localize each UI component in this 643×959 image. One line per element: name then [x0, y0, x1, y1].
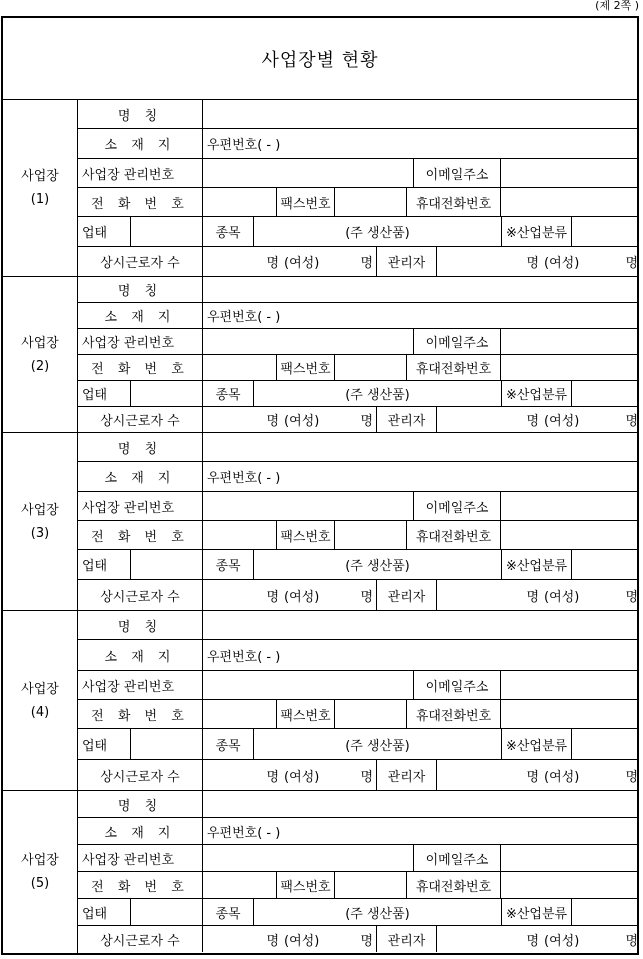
business-item-label: 종목 — [202, 729, 253, 759]
phone-label: 전 화 번 호 — [91, 708, 189, 724]
workers-count-field[interactable]: 명 — [202, 407, 282, 432]
phone-value[interactable] — [202, 188, 276, 216]
mgmt-no-value[interactable] — [202, 329, 413, 354]
form-row — [78, 129, 637, 159]
workplace-section-2 — [3, 277, 637, 433]
phone-label: 전 화 번 호 — [91, 196, 189, 212]
business-type-label: 업태 — [82, 226, 108, 241]
form-row — [78, 247, 637, 276]
name-label: 명 칭 — [117, 619, 163, 635]
form-row — [78, 926, 637, 952]
name-value[interactable] — [202, 611, 641, 639]
business-type-value[interactable] — [130, 217, 202, 246]
address-label: 소 재 지 — [104, 138, 176, 153]
name-label: 명 칭 — [117, 108, 163, 124]
female-label: (여성) — [284, 256, 320, 271]
business-type-value[interactable] — [130, 899, 202, 925]
business-item-label: 종목 — [202, 217, 253, 246]
workers-count-field[interactable]: 명 — [202, 247, 282, 276]
phone-label: 전 화 번 호 — [91, 362, 189, 377]
address-label: 소 재 지 — [104, 471, 176, 486]
female-label: (여성) — [544, 256, 580, 271]
manager-label: 관리자 — [376, 760, 436, 790]
mgmt-no-label: 사업장 관리번호 — [82, 336, 175, 351]
fax-label: 팩스번호 — [276, 188, 334, 216]
phone-value[interactable] — [202, 355, 276, 380]
mgmt-no-value[interactable] — [202, 159, 413, 187]
email-label: 이메일주소 — [413, 671, 500, 699]
form-row — [78, 329, 637, 355]
workers-label: 상시근로자 수 — [100, 769, 180, 785]
industry-class-value[interactable] — [571, 729, 641, 759]
form-row — [78, 791, 637, 818]
persons-unit: 명 — [625, 933, 638, 949]
female-label: (여성) — [284, 933, 320, 949]
mobile-label: 휴대전화번호 — [406, 872, 500, 898]
email-label: 이메일주소 — [413, 845, 500, 871]
fax-label: 팩스번호 — [276, 700, 334, 728]
business-type-value[interactable] — [130, 550, 202, 579]
form-row — [78, 580, 637, 610]
workplace-label — [3, 791, 78, 953]
form-row — [78, 611, 637, 640]
fax-value[interactable] — [334, 355, 406, 380]
email-value[interactable] — [500, 671, 641, 699]
mgmt-no-value[interactable] — [202, 845, 413, 871]
name-label: 명 칭 — [117, 798, 163, 814]
manager-female-prefix — [542, 580, 641, 610]
main-product-field[interactable]: (주 생산품) — [253, 899, 501, 925]
persons-unit: 명 — [625, 256, 638, 271]
mobile-value[interactable] — [500, 872, 641, 898]
industry-class-label: ※산업분류 — [501, 381, 571, 406]
manager-female-prefix — [542, 760, 641, 790]
workplace-section-1 — [3, 100, 637, 277]
business-type-label: 업태 — [82, 906, 108, 922]
form-row — [78, 303, 637, 329]
persons-unit: 명 — [625, 769, 638, 785]
form-frame — [1, 16, 639, 955]
persons-unit: 명 — [625, 414, 638, 429]
form-row — [78, 845, 637, 872]
female-count-prefix — [282, 580, 376, 610]
fax-label: 팩스번호 — [276, 355, 334, 380]
workplace-label — [3, 433, 78, 610]
form-row — [78, 700, 637, 729]
mobile-value[interactable] — [500, 355, 641, 380]
fax-value[interactable] — [334, 872, 406, 898]
email-value[interactable] — [500, 845, 641, 871]
business-type-label: 업태 — [82, 559, 108, 574]
female-label: (여성) — [284, 589, 320, 605]
manager-label: 관리자 — [376, 926, 436, 952]
workplace-label — [3, 611, 78, 790]
workers-label: 상시근로자 수 — [100, 589, 180, 605]
manager-female-prefix — [542, 926, 641, 952]
workplace-label-number: (1) — [30, 192, 50, 207]
persons-unit: 명 — [360, 769, 373, 785]
manager-count-field[interactable]: 명 — [436, 760, 542, 790]
female-count-prefix — [282, 760, 376, 790]
form-row — [78, 188, 637, 217]
form-row — [78, 100, 637, 129]
workplace-section-4 — [3, 611, 637, 791]
form-row — [78, 550, 637, 580]
industry-class-label: ※산업분류 — [501, 729, 571, 759]
name-value[interactable] — [202, 100, 641, 128]
workplace-label-number: (5) — [30, 876, 50, 891]
name-label: 명 칭 — [117, 441, 163, 457]
female-label: (여성) — [284, 414, 320, 429]
fax-label: 팩스번호 — [276, 872, 334, 898]
workplace-label-name: 사업장 — [21, 335, 59, 351]
postcode-field[interactable]: 우편번호( - ) — [202, 462, 641, 491]
workplace-label-name: 사업장 — [21, 853, 59, 868]
manager-count-field[interactable]: 명 — [436, 580, 542, 610]
mgmt-no-label: 사업장 관리번호 — [82, 500, 175, 516]
industry-class-label: ※산업분류 — [501, 217, 571, 246]
form-row — [78, 640, 637, 671]
postcode-field[interactable]: 우편번호( - ) — [202, 303, 641, 328]
business-type-label: 업태 — [82, 388, 108, 403]
fax-value[interactable] — [334, 188, 406, 216]
page-title: 사업장별 현황 — [3, 18, 637, 100]
business-item-label: 종목 — [202, 899, 253, 925]
industry-class-value[interactable] — [571, 550, 641, 579]
postcode-field[interactable]: 우편번호( - ) — [202, 640, 641, 670]
manager-female-prefix — [542, 247, 641, 276]
workplace-label-number: (4) — [30, 704, 50, 720]
email-value[interactable] — [500, 492, 641, 520]
mobile-value[interactable] — [500, 188, 641, 216]
manager-female-prefix — [542, 407, 641, 432]
female-label: (여성) — [544, 933, 580, 949]
workplace-label-name: 사업장 — [21, 169, 59, 184]
form-row — [78, 277, 637, 303]
phone-value[interactable] — [202, 700, 276, 728]
mgmt-no-label: 사업장 관리번호 — [82, 167, 175, 183]
industry-class-value[interactable] — [571, 217, 641, 246]
address-label: 소 재 지 — [104, 649, 176, 665]
form-row — [78, 899, 637, 926]
persons-unit: 명 — [360, 414, 373, 429]
email-value[interactable] — [500, 159, 641, 187]
postcode-field[interactable]: 우편번호( - ) — [202, 129, 641, 158]
email-label: 이메일주소 — [413, 159, 500, 187]
form-row — [78, 872, 637, 899]
workers-label: 상시근로자 수 — [100, 256, 180, 271]
form-row — [78, 433, 637, 462]
form-row — [78, 381, 637, 407]
manager-count-field[interactable]: 명 — [436, 926, 542, 952]
workplace-label-number: (2) — [30, 358, 50, 374]
manager-label: 관리자 — [376, 580, 436, 610]
industry-class-label: ※산업분류 — [501, 899, 571, 925]
phone-label: 전 화 번 호 — [91, 529, 189, 545]
email-label: 이메일주소 — [413, 492, 500, 520]
persons-unit: 명 — [360, 256, 373, 271]
mgmt-no-value[interactable] — [202, 671, 413, 699]
mobile-value[interactable] — [500, 521, 641, 549]
mgmt-no-label: 사업장 관리번호 — [82, 852, 175, 868]
fax-value[interactable] — [334, 700, 406, 728]
manager-label: 관리자 — [376, 247, 436, 276]
address-label: 소 재 지 — [104, 825, 176, 841]
name-value[interactable] — [202, 791, 641, 817]
name-value[interactable] — [202, 277, 641, 302]
female-count-prefix — [282, 247, 376, 276]
mobile-label: 휴대전화번호 — [406, 188, 500, 216]
workers-label: 상시근로자 수 — [100, 933, 180, 949]
fax-label: 팩스번호 — [276, 521, 334, 549]
workplace-label-name: 사업장 — [21, 681, 59, 697]
workplace-label — [3, 277, 78, 432]
female-label: (여성) — [284, 769, 320, 785]
form-row — [78, 217, 637, 247]
address-label: 소 재 지 — [104, 310, 176, 325]
workplace-label-number: (3) — [30, 525, 50, 541]
female-label: (여성) — [544, 589, 580, 605]
name-label: 명 칭 — [117, 284, 163, 299]
main-product-field[interactable]: (주 생산품) — [253, 729, 501, 759]
female-count-prefix — [282, 926, 376, 952]
mobile-value[interactable] — [500, 700, 641, 728]
mgmt-no-value[interactable] — [202, 492, 413, 520]
form-row — [78, 729, 637, 760]
business-type-value[interactable] — [130, 381, 202, 406]
form-row — [78, 671, 637, 700]
email-value[interactable] — [500, 329, 641, 354]
persons-unit: 명 — [360, 589, 373, 605]
mobile-label: 휴대전화번호 — [406, 700, 500, 728]
phone-value[interactable] — [202, 521, 276, 549]
fax-value[interactable] — [334, 521, 406, 549]
business-item-label: 종목 — [202, 381, 253, 406]
business-type-value[interactable] — [130, 729, 202, 759]
industry-class-value[interactable] — [571, 381, 641, 406]
main-product-field[interactable]: (주 생산품) — [253, 217, 501, 246]
female-label: (여성) — [544, 769, 580, 785]
persons-unit: 명 — [360, 933, 373, 949]
main-product-field[interactable]: (주 생산품) — [253, 381, 501, 406]
phone-label: 전 화 번 호 — [91, 879, 189, 895]
form-row — [78, 818, 637, 845]
workplace-section-3 — [3, 433, 637, 611]
workers-count-field[interactable]: 명 — [202, 580, 282, 610]
form-row — [78, 407, 637, 432]
form-row — [78, 159, 637, 188]
female-label: (여성) — [544, 414, 580, 429]
business-type-label: 업태 — [82, 738, 108, 754]
mobile-label: 휴대전화번호 — [406, 521, 500, 549]
workplace-section-5 — [3, 791, 637, 953]
business-item-label: 종목 — [202, 550, 253, 579]
phone-value[interactable] — [202, 872, 276, 898]
form-row — [78, 521, 637, 550]
form-row — [78, 760, 637, 790]
form-row — [78, 355, 637, 381]
form-row — [78, 492, 637, 521]
form-row — [78, 462, 637, 492]
workers-count-field[interactable]: 명 — [202, 760, 282, 790]
manager-count-field[interactable]: 명 — [436, 407, 542, 432]
manager-count-field[interactable]: 명 — [436, 247, 542, 276]
industry-class-label: ※산업분류 — [501, 550, 571, 579]
workers-count-field[interactable]: 명 — [202, 926, 282, 952]
workers-label: 상시근로자 수 — [100, 414, 180, 429]
mgmt-no-label: 사업장 관리번호 — [82, 679, 175, 695]
workplace-label — [3, 100, 78, 276]
female-count-prefix — [282, 407, 376, 432]
page-number: (제 2쪽 ) — [595, 0, 639, 12]
manager-label: 관리자 — [376, 407, 436, 432]
workplace-label-name: 사업장 — [21, 502, 59, 518]
main-product-field[interactable]: (주 생산품) — [253, 550, 501, 579]
postcode-field[interactable]: 우편번호( - ) — [202, 818, 641, 844]
name-value[interactable] — [202, 433, 641, 461]
email-label: 이메일주소 — [413, 329, 500, 354]
mobile-label: 휴대전화번호 — [406, 355, 500, 380]
industry-class-value[interactable] — [571, 899, 641, 925]
persons-unit: 명 — [625, 589, 638, 605]
